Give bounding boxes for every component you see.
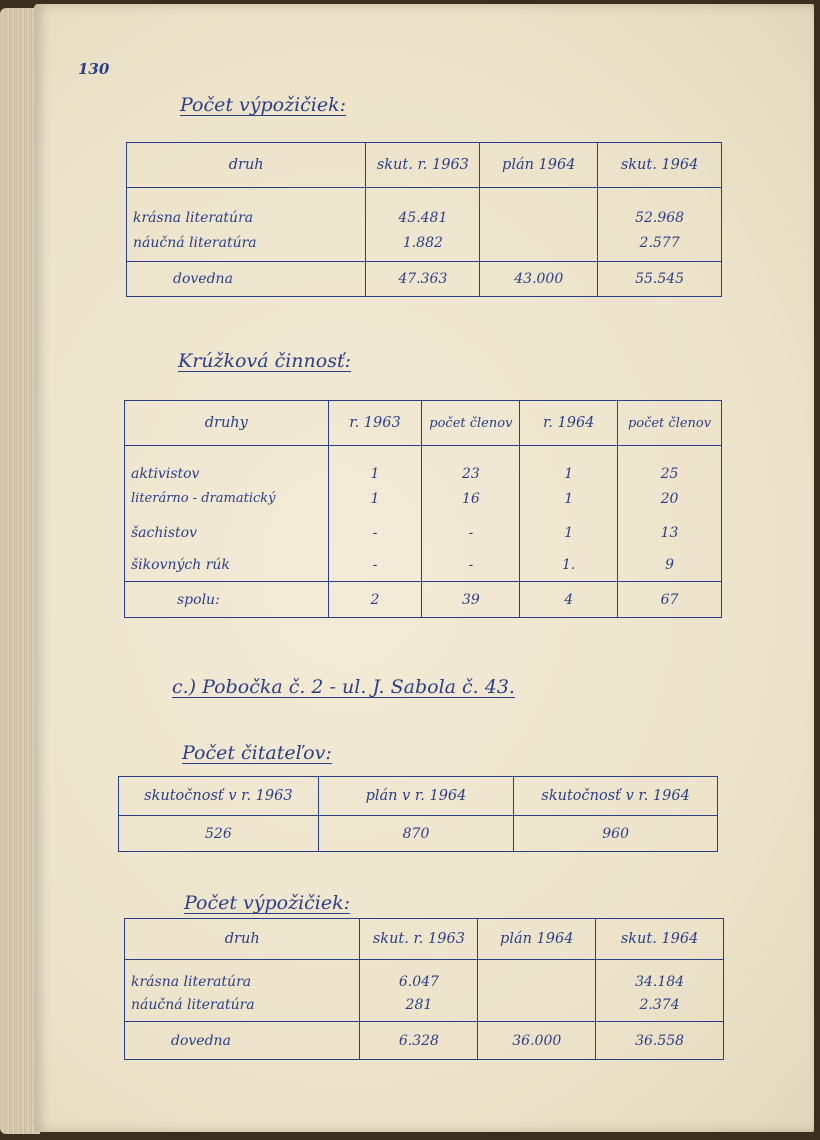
cell <box>478 990 596 1022</box>
col-header: skut. 1964 <box>596 919 724 960</box>
cell: 1 <box>328 446 422 482</box>
row-label: aktivistov <box>125 446 329 482</box>
table-header-row <box>127 143 722 188</box>
col-header: skut. 1964 <box>598 143 722 188</box>
cell: 34.184 <box>596 960 724 990</box>
cell: 2 <box>328 582 422 618</box>
cell: 45.481 <box>366 188 480 226</box>
table-header-row <box>125 401 722 446</box>
cell: 6.328 <box>360 1022 478 1060</box>
row-label: literárno - dramatický <box>125 482 329 516</box>
cell <box>480 188 598 226</box>
page-number: 130 <box>78 60 110 78</box>
cell <box>478 960 596 990</box>
cell: 67 <box>618 582 722 618</box>
row-label: šikovných rúk <box>125 550 329 582</box>
ledger-page <box>34 4 814 1132</box>
table-header-row <box>125 919 724 960</box>
cell: 1.882 <box>366 226 480 262</box>
table-row <box>127 226 722 262</box>
loans-table-2 <box>124 918 724 1060</box>
subsection-heading: c.) Pobočka č. 2 - ul. J. Sabola č. 43. <box>172 676 515 698</box>
cell: 526 <box>119 816 319 852</box>
cell: 43.000 <box>480 262 598 297</box>
cell: 4 <box>520 582 618 618</box>
cell: 2.374 <box>596 990 724 1022</box>
row-label: krásna literatúra <box>127 188 366 226</box>
row-label: dovedna <box>125 1022 360 1060</box>
section2-title: Krúžková činnosť: <box>178 350 351 372</box>
cell: 1 <box>520 446 618 482</box>
cell: 9 <box>618 550 722 582</box>
total-row <box>125 582 722 618</box>
col-header: skut. r. 1963 <box>366 143 480 188</box>
col-header: druh <box>127 143 366 188</box>
loans-table-1 <box>126 142 722 297</box>
total-row <box>127 262 722 297</box>
readers-table <box>118 776 718 852</box>
row-label: náučná literatúra <box>125 990 360 1022</box>
cell: - <box>328 550 422 582</box>
cell: 13 <box>618 516 722 550</box>
section4-title: Počet výpožičiek: <box>184 892 351 914</box>
cell: 1 <box>520 482 618 516</box>
cell: 55.545 <box>598 262 722 297</box>
table-row <box>125 960 724 990</box>
cell: 1 <box>328 482 422 516</box>
row-label: šachistov <box>125 516 329 550</box>
cell: 870 <box>318 816 513 852</box>
cell: 47.363 <box>366 262 480 297</box>
table-row <box>127 188 722 226</box>
col-header: r. 1963 <box>328 401 422 446</box>
col-header: druh <box>125 919 360 960</box>
section3-title: Počet čitateľov: <box>182 742 332 764</box>
cell: 1. <box>520 550 618 582</box>
table-row <box>125 482 722 516</box>
cell: 6.047 <box>360 960 478 990</box>
cell: - <box>422 516 520 550</box>
col-header: r. 1964 <box>520 401 618 446</box>
table-row <box>125 516 722 550</box>
clubs-table <box>124 400 722 618</box>
col-header: skutočnosť v r. 1963 <box>119 777 319 816</box>
cell: - <box>422 550 520 582</box>
cell: 39 <box>422 582 520 618</box>
table-row <box>125 446 722 482</box>
col-header: skutočnosť v r. 1964 <box>514 777 718 816</box>
cell: 2.577 <box>598 226 722 262</box>
col-header: počet členov <box>422 401 520 446</box>
row-label: dovedna <box>127 262 366 297</box>
cell: - <box>328 516 422 550</box>
row-label: spolu: <box>125 582 329 618</box>
cell <box>480 226 598 262</box>
cell: 52.968 <box>598 188 722 226</box>
cell: 1 <box>520 516 618 550</box>
table-header-row <box>119 777 718 816</box>
col-header: plán 1964 <box>480 143 598 188</box>
cell: 36.558 <box>596 1022 724 1060</box>
col-header: plán 1964 <box>478 919 596 960</box>
col-header: počet členov <box>618 401 722 446</box>
table-row <box>125 550 722 582</box>
total-row <box>125 1022 724 1060</box>
cell: 36.000 <box>478 1022 596 1060</box>
col-header: plán v r. 1964 <box>318 777 513 816</box>
cell: 23 <box>422 446 520 482</box>
table-row <box>119 816 718 852</box>
cell: 960 <box>514 816 718 852</box>
cell: 25 <box>618 446 722 482</box>
table-row <box>125 990 724 1022</box>
row-label: náučná literatúra <box>127 226 366 262</box>
cell: 281 <box>360 990 478 1022</box>
col-header: druhy <box>125 401 329 446</box>
section1-title: Počet výpožičiek: <box>180 94 347 116</box>
row-label: krásna literatúra <box>125 960 360 990</box>
cell: 20 <box>618 482 722 516</box>
col-header: skut. r. 1963 <box>360 919 478 960</box>
cell: 16 <box>422 482 520 516</box>
